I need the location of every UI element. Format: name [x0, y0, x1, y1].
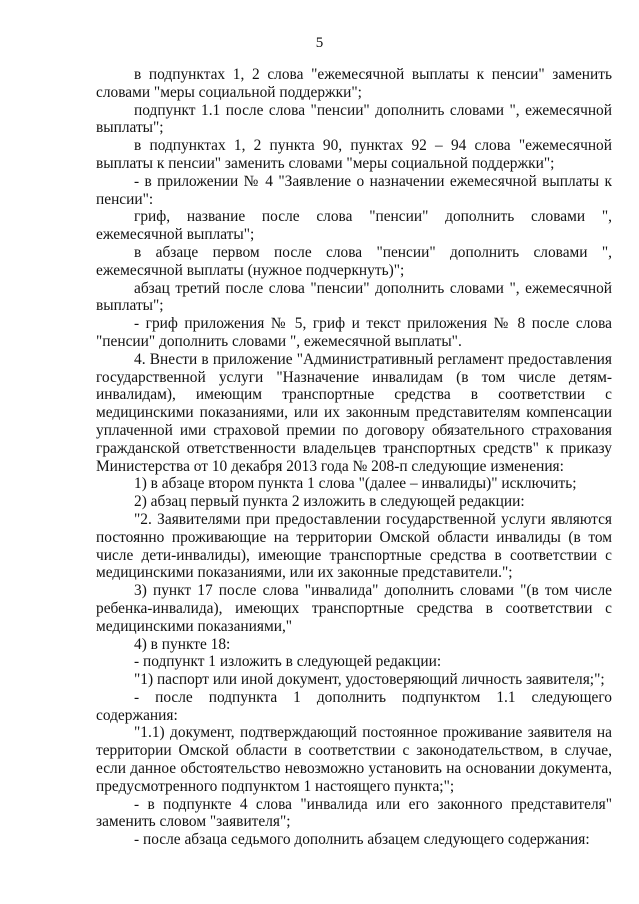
paragraph: - после абзаца седьмого дополнить абзацем следующего содержания: [134, 831, 590, 849]
paragraph: подпункт 1.1 после слова "пенсии" дополнить словами ", ежемесячной выплаты"; [96, 101, 612, 137]
page-number: 5 [315, 35, 324, 51]
paragraph: в подпунктах 1, 2 пункта 90, пунктах 92 – 94 слова "ежемесячной выплаты к пенсии" заменить словами "меры социальной поддержки"; [96, 137, 612, 172]
paragraph: в абзаце первом после слова "пенсии" дополнить словами ", ежемесячной выплаты (нужное подчеркнуть)"; [96, 243, 612, 279]
paragraph: в подпунктах 1, 2 слова "ежемесячной выплаты к пенсии" заменить словами "меры социальной поддержки"; [96, 66, 612, 101]
paragraph: - в приложении № 4 "Заявление о назначении ежемесячной выплаты к пенсии": [96, 172, 612, 208]
paragraph: - в подпункте 4 слова "инвалида или его законного представителя" заменить словом "заявителя"; [96, 795, 612, 831]
paragraph: - после подпункта 1 дополнить подпунктом 1.1 следующего содержания: [96, 688, 612, 724]
paragraph: - подпункт 1 изложить в следующей редакции: [134, 653, 442, 671]
paragraph: 3) пункт 17 после слова "инвалида" дополнить словами "(в том числе ребенка-инвалида), имеющих транспортные средства в соответствии с медицинскими показаниями," [96, 582, 612, 635]
paragraph: 2) абзац первый пункта 2 изложить в следующей редакции: [134, 493, 525, 511]
paragraph: 4) в пункте 18: [134, 635, 231, 653]
paragraph: "2. Заявителями при предоставлении государственной услуги являются постоянно проживающие на территории Омской области инвалиды (в том числе дети-инвалиды), имеющие транспортные средства в соответствии с медицинскими показаниями, или их законные представители."; [96, 510, 612, 582]
paragraph: абзац третий после слова "пенсии" дополнить словами ", ежемесячной выплаты"; [96, 279, 612, 315]
paragraph: "1.1) документ, подтверждающий постоянное проживание заявителя на территории Омской области в соответствии с законодательством, в случае, если данное обстоятельство невозможно установить на основании документа, предусмотренного подпунктом 1 настоящего пункта;"; [96, 724, 612, 795]
paragraph: гриф, название после слова "пенсии" дополнить словами ", ежемесячной выплаты"; [96, 208, 612, 244]
paragraph: 1) в абзаце втором пункта 1 слова "(далее – инвалиды)" исключить; [134, 475, 577, 493]
document-body [96, 66, 612, 849]
paragraph: 4. Внести в приложение "Административный регламент предоставления государственной услуги "Назначение инвалидам (в том числе детям-инвалидам), имеющим транспортные средства в соответствии с медицинскими показаниями, или их законным представителям компенсации уплаченной ими страховой премии по договору обязательного страхования гражданской ответственности владельцев транспортных средств" к приказу Министерства от 10 декабря 2013 года № 208-п следующие изменения: [96, 350, 612, 475]
paragraph: - гриф приложения № 5, гриф и текст приложения № 8 после слова "пенсии" дополнить словами ", ежемесячной выплаты". [96, 315, 612, 350]
paragraph: "1) паспорт или иной документ, удостоверяющий личность заявителя;"; [134, 671, 605, 689]
